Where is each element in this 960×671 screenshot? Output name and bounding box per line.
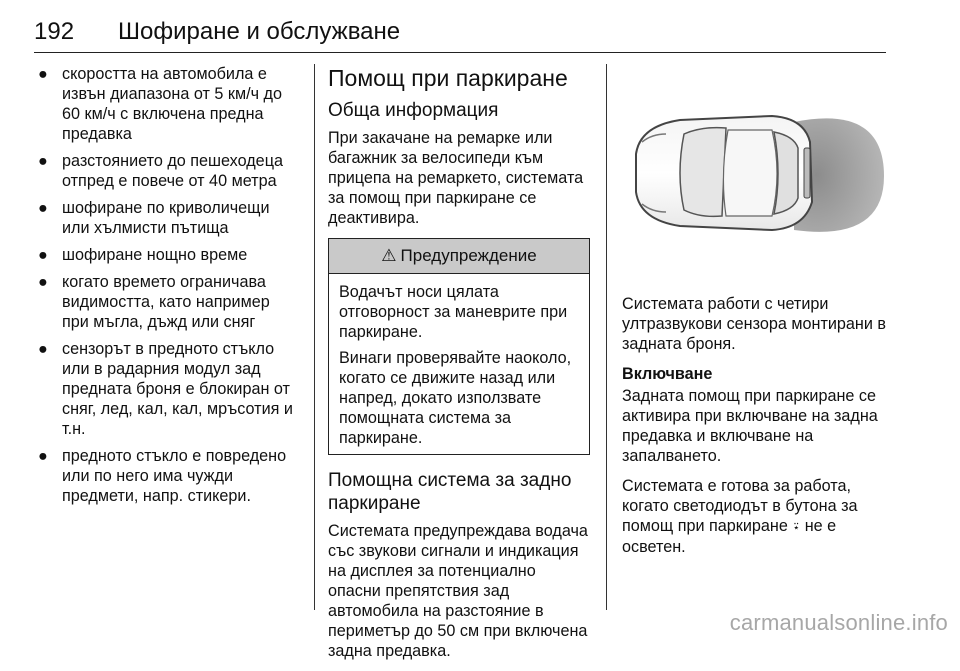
rear-window-shape [774, 132, 798, 214]
ready-paragraph: Системата е готова за работа, когато светодиодът в бутона за помощ при паркиране ⍣ не е осветен. [622, 477, 858, 556]
section-heading: Помощ при паркиране [328, 65, 568, 91]
windshield-shape [680, 128, 726, 217]
warning-paragraph: Водачът носи цялата отговорност за маневрите при паркиране. [339, 283, 568, 341]
illustration-caption: Системата работи с четири ултразвукови сензора монтирани в задната броня. [622, 295, 886, 353]
car-illustration [622, 64, 888, 274]
page-number: 192 [34, 18, 75, 45]
intro-paragraph: При закачане на ремарке или багажник за велосипеди към прицепа на ремаркето, системата за помощ при паркиране се деактивира. [328, 129, 584, 227]
bullet-icon: ● [38, 199, 48, 217]
parking-assist-button-icon: ⍣ [792, 519, 801, 534]
bullet-icon: ● [38, 246, 48, 264]
column-divider [314, 64, 315, 610]
subsection-heading: Обща информация [328, 100, 499, 121]
left-column [36, 64, 298, 513]
warning-body [329, 274, 589, 448]
roof-shape [723, 130, 777, 216]
middle-column [328, 64, 590, 671]
bullet-icon: ● [38, 65, 48, 83]
list-item: ● предното стъкло е повредено или по него има чужди предмети, напр. стикери. [38, 447, 287, 505]
watermark: carmanualsonline.info [729, 610, 948, 635]
warning-header [329, 239, 589, 274]
activation-paragraph: Задната помощ при паркиране се активира при включване на задна предавка и включване на запалването. [622, 387, 878, 465]
list-item: ● скоростта на автомобила е извън диапазона от 5 км/ч до 60 км/ч с включена предна предавка [38, 65, 282, 143]
list-item: ● шофиране по криволичещи или хълмисти пътища [38, 199, 270, 237]
bullet-icon: ● [38, 447, 48, 465]
chapter-title: Шофиране и обслужване [118, 18, 401, 45]
column-divider [606, 64, 607, 610]
bullet-icon: ● [38, 152, 48, 170]
list-item: ● когато времето ограничава видимостта, като например при мъгла, дъжд или сняг [38, 273, 270, 331]
list-item: ● сензорът в предното стъкло или в радарния модул зад предната броня е блокиран от сняг, лед, кал, кал, мръсотия и т.н. [38, 340, 293, 438]
warning-title: Предупреждение [400, 246, 537, 265]
list-item: ● шофиране нощно време [38, 246, 248, 264]
activation-heading: Включване [622, 365, 713, 383]
list-item: ● разстоянието до пешеходеца отпред е повече от 40 метра [38, 152, 283, 190]
bullet-icon: ● [38, 273, 48, 291]
warning-box [328, 238, 590, 455]
rear-parking-paragraph: Системата предупреждава водача със звукови сигнали и индикация на дисплея за потенциално опасни препятствия зад автомобила на разстояние в периметър до 50 см при включена задна предавка. [328, 522, 588, 660]
rear-parking-heading: Помощна система за задно паркиране [328, 470, 572, 514]
right-column [622, 64, 888, 567]
warning-icon: ⚠ [381, 246, 397, 265]
page-header [34, 14, 886, 53]
condition-list [36, 64, 298, 506]
warning-paragraph: Винаги проверявайте наоколо, когато се движите назад или напред, докато използвате помощната система за паркиране. [339, 349, 572, 447]
bullet-icon: ● [38, 340, 48, 358]
car-top-view-icon [622, 64, 888, 274]
